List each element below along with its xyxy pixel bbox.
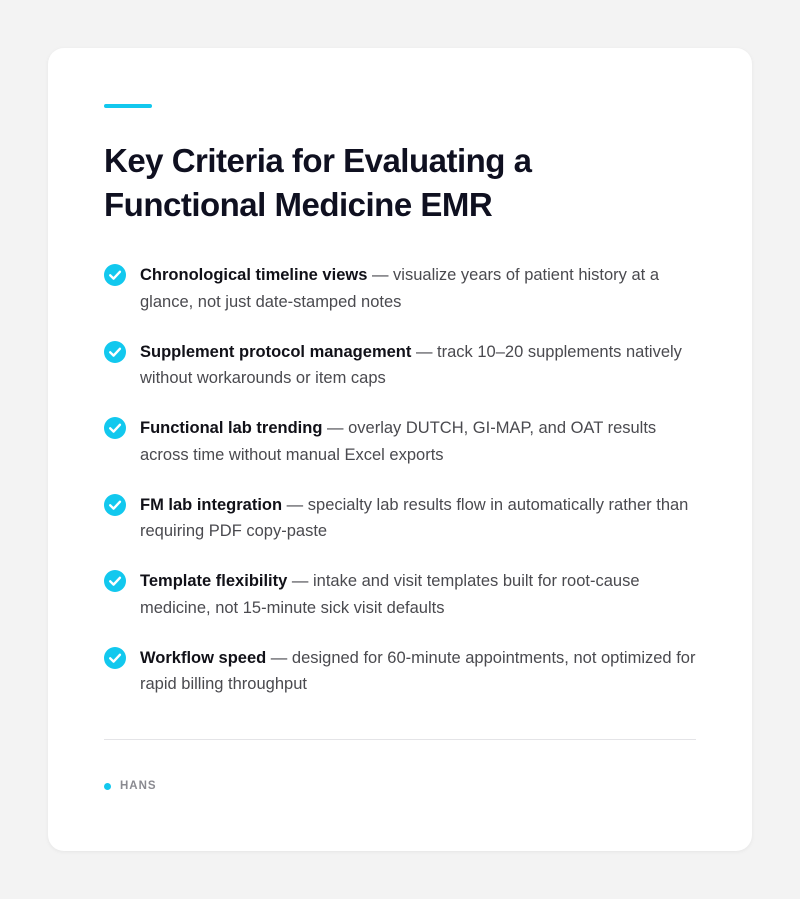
list-item bbox=[104, 645, 704, 722]
criteria-label: Chronological timeline views bbox=[140, 266, 368, 284]
criteria-card bbox=[48, 48, 752, 851]
criteria-label: FM lab integration bbox=[140, 495, 283, 514]
list-item bbox=[104, 262, 704, 339]
criteria-list bbox=[104, 262, 704, 722]
check-circle-icon bbox=[104, 264, 126, 286]
criteria-description: — intake and visit templates built for root-cause medicine, not 15-minute sick visit defaults bbox=[140, 572, 640, 617]
criteria-description: — track 10–20 supplements natively without workarounds or item caps bbox=[140, 342, 682, 388]
title-line-2: Functional Medicine EMR bbox=[104, 186, 493, 223]
accent-bar bbox=[104, 104, 152, 108]
check-circle-icon bbox=[104, 341, 126, 363]
criteria-description: — visualize years of patient history at a glance, not just date-stamped notes bbox=[140, 266, 660, 311]
criteria-description: — overlay DUTCH, GI-MAP, and OAT results across time without manual Excel exports bbox=[140, 419, 657, 464]
check-circle-icon bbox=[104, 417, 126, 439]
list-item bbox=[104, 339, 704, 416]
criteria-label: Workflow speed bbox=[140, 648, 267, 667]
brand-dot-icon bbox=[104, 783, 111, 790]
criteria-label: Functional lab trending bbox=[140, 419, 323, 438]
criteria-label: Template flexibility bbox=[140, 572, 288, 591]
criteria-description: — designed for 60-minute appointments, not optimized for rapid billing throughput bbox=[140, 648, 696, 694]
criteria-description: — specialty lab results flow in automatically rather than requiring PDF copy-paste bbox=[140, 495, 689, 541]
list-item bbox=[104, 415, 704, 492]
divider bbox=[104, 739, 696, 740]
footer bbox=[104, 780, 157, 792]
page-title bbox=[104, 139, 664, 227]
list-item bbox=[104, 568, 704, 645]
title-line-1: Key Criteria for Evaluating a bbox=[104, 142, 532, 179]
criteria-label: Supplement protocol management bbox=[140, 342, 412, 361]
brand-name: HANS bbox=[120, 780, 157, 792]
list-item bbox=[104, 492, 704, 569]
check-circle-icon bbox=[104, 494, 126, 516]
check-circle-icon bbox=[104, 647, 126, 669]
check-circle-icon bbox=[104, 570, 126, 592]
